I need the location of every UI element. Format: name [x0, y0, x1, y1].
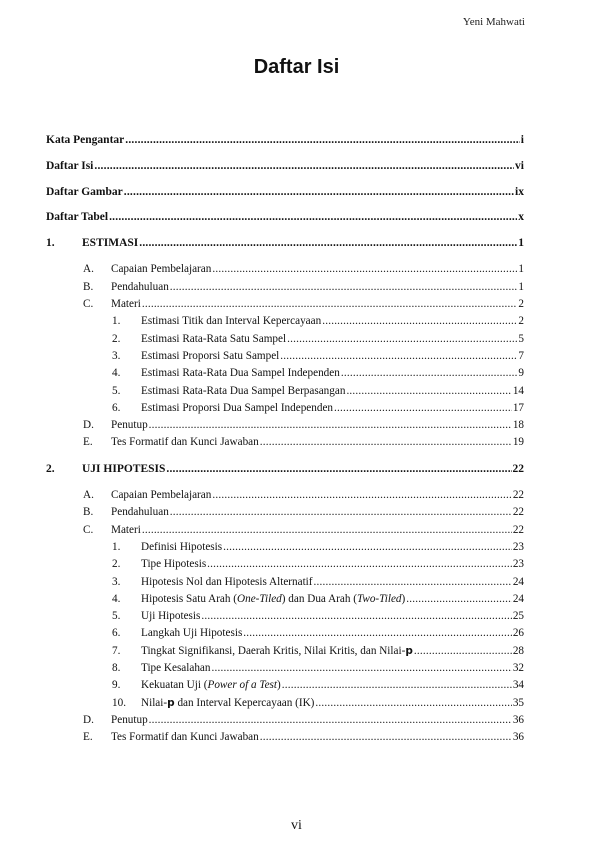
toc-subsection[interactable]: 1. Estimasi Titik dan Interval Kepercayaan ..... 2 — [46, 313, 524, 330]
toc-section[interactable]: A. Capaian Pembelajaran ..... 1 — [46, 261, 524, 278]
running-header-author: Yeni Mahwati — [462, 16, 525, 28]
toc-chapter-uji-hipotesis[interactable]: 2. UJI HIPOTESIS ..... 22 — [46, 461, 524, 478]
toc-subsection[interactable]: 9. Kekuatan Uji (Power of a Test) ..... 34 — [46, 677, 524, 694]
page-title: Daftar Isi — [253, 56, 340, 78]
toc-subsection[interactable]: 6. Estimasi Proporsi Dua Sampel Independen ..... 17 — [46, 400, 524, 417]
toc-subsection[interactable]: 2. Estimasi Rata-Rata Satu Sampel ..... 5 — [46, 331, 524, 348]
toc-subsection[interactable]: 4. Estimasi Rata-Rata Dua Sampel Independen ..... 9 — [46, 365, 524, 382]
page-number: vi — [291, 818, 302, 833]
toc-subsection[interactable]: 10. Nilai-p dan Interval Kepercayaan (IK) ..... 35 — [46, 695, 524, 712]
toc-section[interactable]: A. Capaian Pembelajaran ..... 22 — [46, 487, 524, 504]
toc-section[interactable]: B. Pendahuluan ..... 22 — [46, 504, 524, 521]
toc-chapter-estimasi[interactable]: 1. ESTIMASI ..... 1 — [46, 235, 524, 252]
toc-section[interactable]: E. Tes Formatif dan Kunci Jawaban ..... 36 — [46, 729, 524, 746]
toc-subsection[interactable]: 2. Tipe Hipotesis ..... 23 — [46, 556, 524, 573]
toc-subsection[interactable]: 4. Hipotesis Satu Arah (One-Tiled) dan Dua Arah (Two-Tiled) ..... 24 — [46, 591, 524, 608]
toc-subsection[interactable]: 8. Tipe Kesalahan ..... 32 — [46, 660, 524, 677]
toc-entry-daftar-gambar[interactable]: Daftar Gambar ..... ix — [46, 184, 524, 201]
toc-subsection[interactable]: 1. Definisi Hipotesis ..... 23 — [46, 539, 524, 556]
toc-section[interactable]: E. Tes Formatif dan Kunci Jawaban ..... 19 — [46, 434, 524, 451]
toc-entry-daftar-isi[interactable]: Daftar Isi ..... vi — [46, 158, 524, 175]
toc-subsection[interactable]: 5. Estimasi Rata-Rata Dua Sampel Berpasangan ..... 14 — [46, 383, 524, 400]
toc-section[interactable]: C. Materi ..... 2 — [46, 296, 524, 313]
table-of-contents — [46, 132, 524, 747]
toc-subsection[interactable]: 3. Hipotesis Nol dan Hipotesis Alternatif ..... 24 — [46, 574, 524, 591]
toc-subsection[interactable]: 6. Langkah Uji Hipotesis ..... 26 — [46, 625, 524, 642]
toc-entry-daftar-tabel[interactable]: Daftar Tabel ..... x — [46, 209, 524, 226]
toc-section[interactable]: C. Materi ..... 22 — [46, 522, 524, 539]
toc-subsection[interactable]: 3. Estimasi Proporsi Satu Sampel ..... 7 — [46, 348, 524, 365]
toc-subsection[interactable]: 7. Tingkat Signifikansi, Daerah Kritis, Nilai Kritis, dan Nilai-p ..... 28 — [46, 643, 524, 660]
toc-entry-kata-pengantar[interactable]: Kata Pengantar ..... i — [46, 132, 524, 149]
toc-section[interactable]: B. Pendahuluan ..... 1 — [46, 279, 524, 296]
toc-subsection[interactable]: 5. Uji Hipotesis ..... 25 — [46, 608, 524, 625]
toc-section[interactable]: D. Penutup ..... 18 — [46, 417, 524, 434]
toc-section[interactable]: D. Penutup ..... 36 — [46, 712, 524, 729]
